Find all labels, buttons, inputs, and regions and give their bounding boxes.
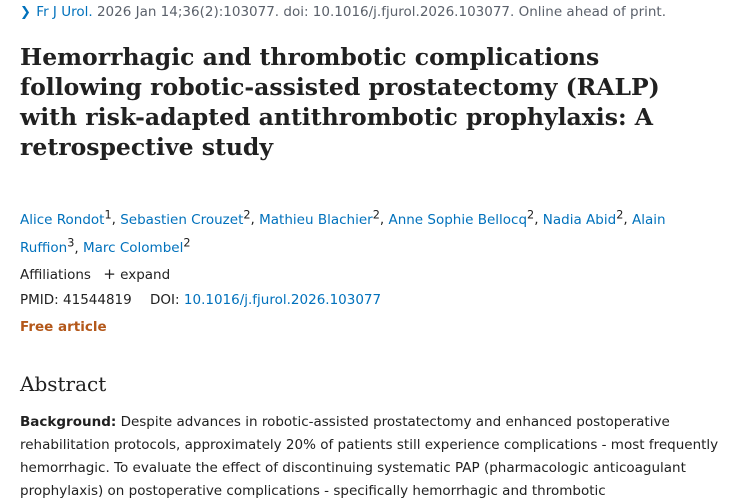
author-item [82, 236, 191, 256]
article-title: Hemorrhagic and thrombotic complications following robotic-assisted prostatectomy (RALP) with risk-adapted antithrombotic prophylaxis: A retrospective study [20, 43, 660, 161]
background-label: Background: [20, 414, 117, 430]
doi-link[interactable]: 10.1016/j.fjurol.2026.103077 [183, 292, 382, 308]
citation-details: 2026 Jan 14;36(2):103077. doi: 10.1016/j.fjurol.2026.103077. Online ahead of print. [96, 4, 667, 20]
author-item [542, 208, 624, 228]
journal-link[interactable]: Fr J Urol. [36, 4, 93, 20]
author-link[interactable]: Alain Ruffion [20, 211, 666, 256]
author-link[interactable]: Sebastien Crouzet [120, 211, 244, 228]
author-link[interactable]: Marc Colombel [82, 240, 184, 256]
affiliation-number[interactable]: 2 [243, 208, 251, 221]
affiliation-number[interactable]: 3 [67, 236, 75, 250]
affiliation-number[interactable]: 2 [527, 208, 535, 221]
abstract-background [20, 411, 730, 503]
affiliations-toggle[interactable] [20, 265, 170, 283]
expand-label: expand [120, 267, 171, 283]
author-item [120, 208, 251, 228]
pmid-label: PMID: [20, 292, 59, 308]
plus-icon: + [103, 265, 116, 283]
doi-label: DOI: [150, 292, 180, 308]
author-item [259, 208, 380, 228]
citation-line [20, 4, 666, 20]
chevron-right-icon[interactable]: ❯ [20, 5, 31, 20]
affiliations-label: Affiliations [20, 267, 91, 283]
author-link[interactable]: Anne Sophie Bellocq [388, 211, 528, 228]
background-text: Despite advances in robotic-assisted prostatectomy and enhanced postoperative rehabilitation protocols, approximately 20% of patients still experience complications - most frequently hemorrhagic. To evaluate the effect of discontinuing systematic PAP (pharmacologic anticoagulant prophylaxis) on postoperative complications - specifically hemorrhagic and thrombotic [20, 414, 719, 499]
author-item [20, 208, 112, 228]
affiliation-number[interactable]: 1 [104, 208, 112, 221]
author-link[interactable]: Alice Rondot [20, 211, 105, 228]
author-item [388, 208, 535, 228]
pmid-value: 41544819 [63, 292, 132, 308]
abstract-heading: Abstract [20, 372, 107, 396]
affiliation-number[interactable]: 2 [183, 236, 191, 250]
article-identifiers [20, 292, 381, 308]
author-link[interactable]: Mathieu Blachier [259, 211, 373, 228]
author-list: Alice Rondot$^1$, Sebastien Crouzet$^2$, Mathieu Blachier$^2$, Anne Sophie Bellocq$^2$, Nadia Abid$^2$, Alain Ruffion$^3$, Marc Colombel$^2$ [20, 208, 666, 256]
affiliation-number[interactable]: 2 [372, 208, 380, 221]
affiliation-number[interactable]: 2 [616, 208, 624, 221]
author-link[interactable]: Nadia Abid [542, 211, 617, 228]
free-article-label: Free article [20, 319, 107, 335]
